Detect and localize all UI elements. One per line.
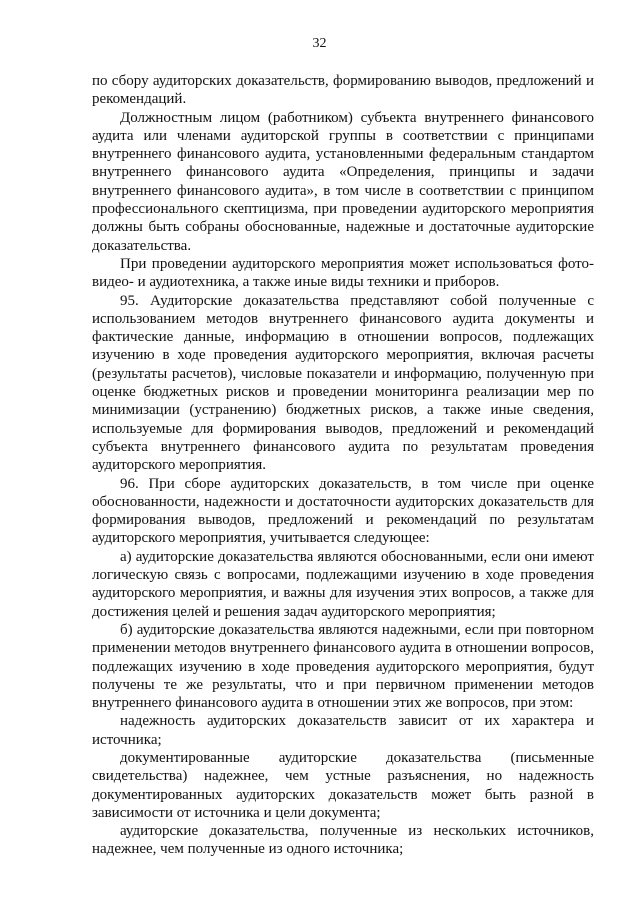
subitem-b: б) аудиторские доказательства являются надежными, если при повторном применении методов внутреннего финансового аудита в отношении вопросов, подлежащих изучению в ходе проведения аудиторского мероприятия, будут получены те же результаты, что и при первичном применении методов внутреннего финансового аудита в отношении этих же вопросов, при этом: (92, 621, 594, 712)
paragraph: аудиторские доказательства, полученные из нескольких источников, надежнее, чем полученные из одного источника; (92, 823, 594, 858)
paragraph: При проведении аудиторского мероприятия может использоваться фото-видео- и аудиотехника, а также иные виды техники и приборов. (92, 255, 594, 291)
subitem-a: а) аудиторские доказательства являются обоснованными, если они имеют логическую связь с вопросами, подлежащими изучению в ходе проведения аудиторского мероприятия, и важны для изучения этих вопросов, а также для достижения целей и решения задач аудиторского мероприятия; (92, 548, 594, 620)
paragraph: по сбору аудиторских доказательств, формированию выводов, предложений и рекомендаций. (92, 73, 594, 108)
paragraph: Должностным лицом (работником) субъекта внутреннего финансового аудита или членами аудиторской группы в соответствии с принципами внутреннего финансового аудита, установленными федеральным стандартом внутреннего финансового аудита «Определения, принципы и задачи внутреннего финансового аудита», в том числе в соответствии с принципом профессионального скептицизма, при проведении аудиторского мероприятия должны быть собраны обоснованные, надежные и достаточные аудиторские доказательства. (92, 109, 594, 254)
page-number: 32 (312, 36, 327, 51)
paragraph: документированные аудиторские доказательства (письменные свидетельства) надежнее, чем устные разъяснения, но надежность документированных аудиторских доказательств может быть разной в зависимости от источника и цели документа; (92, 749, 594, 821)
document-body (92, 72, 594, 859)
paragraph-item-96: 96. При сборе аудиторских доказательств, в том числе при оценке обоснованности, надежности и достаточности аудиторских доказательств для формирования выводов, предложений и рекомендаций по результатам аудиторского мероприятия, учитывается следующее: (92, 475, 594, 547)
paragraph: надежность аудиторских доказательств зависит от их характера и источника; (92, 713, 594, 748)
paragraph-item-95: 95. Аудиторские доказательства представляют собой полученные с использованием методов внутреннего финансового аудита документы и фактические данные, информацию в отношении вопросов, подлежащих изучению в ходе проведения аудиторского мероприятия, включая расчеты (результаты расчетов), числовые показатели и информацию, полученную при оценке бюджетных рисков и проведении мониторинга реализации мер по минимизации (устранению) бюджетных рисков, а также иные сведения, используемые для формирования выводов, предложений и рекомендаций субъекта внутреннего финансового аудита по результатам проведения аудиторского мероприятия. (92, 292, 594, 474)
